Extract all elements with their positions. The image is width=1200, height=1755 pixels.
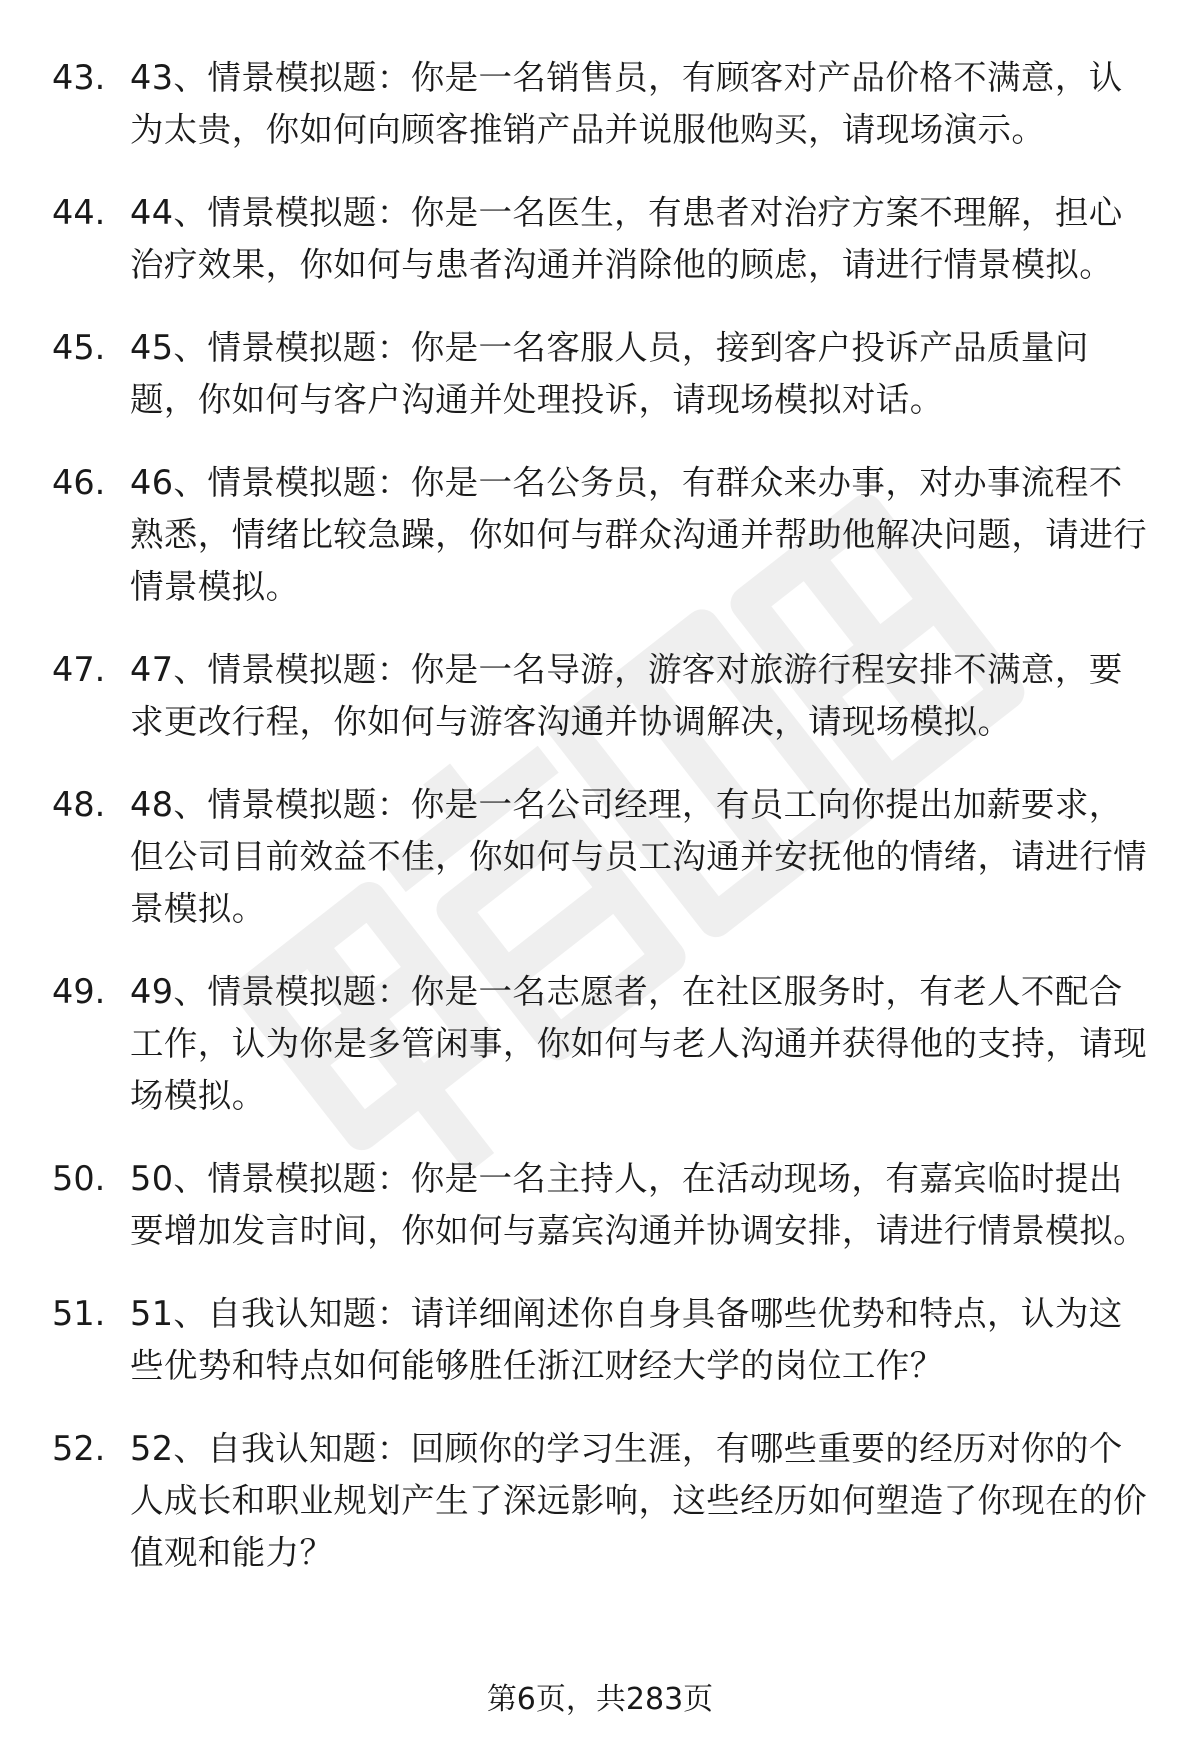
question-text: 46、情景模拟题：你是一名公务员，有群众来办事，对办事流程不熟悉，情绪比较急躁，你如何与群众沟通并帮助他解决问题，请进行情景模拟。 — [130, 463, 1147, 606]
question-item — [52, 779, 1152, 935]
page-footer: 第6页，共283页 — [486, 1682, 714, 1717]
question-number: 51. — [52, 1294, 106, 1333]
question-number: 48. — [52, 785, 106, 824]
question-item — [52, 52, 1152, 156]
question-number: 47. — [52, 650, 106, 689]
question-text: 52、自我认知题：回顾你的学习生涯，有哪些重要的经历对你的个人成长和职业规划产生了深远影响，这些经历如何塑造了你现在的价值观和能力？ — [130, 1429, 1147, 1572]
question-text: 51、自我认知题：请详细阐述你自身具备哪些优势和特点，认为这些优势和特点如何能够胜任浙江财经大学的岗位工作？ — [130, 1294, 1123, 1385]
question-number: 46. — [52, 463, 106, 502]
question-text: 47、情景模拟题：你是一名导游，游客对旅游行程安排不满意，要求更改行程，你如何与游客沟通并协调解决，请现场模拟。 — [130, 650, 1123, 741]
question-text: 44、情景模拟题：你是一名医生，有患者对治疗方案不理解，担心治疗效果，你如何与患者沟通并消除他的顾虑，请进行情景模拟。 — [130, 193, 1123, 284]
question-number: 50. — [52, 1159, 106, 1198]
question-item — [52, 1153, 1152, 1257]
question-number: 52. — [52, 1429, 106, 1468]
question-item — [52, 187, 1152, 291]
question-text: 48、情景模拟题：你是一名公司经理，有员工向你提出加薪要求，但公司目前效益不佳，你如何与员工沟通并安抚他的情绪，请进行情景模拟。 — [130, 785, 1147, 928]
question-text: 43、情景模拟题：你是一名销售员，有顾客对产品价格不满意，认为太贵，你如何向顾客推销产品并说服他购买，请现场演示。 — [130, 58, 1123, 149]
question-item — [52, 457, 1152, 613]
question-item — [52, 1288, 1152, 1392]
question-item — [52, 644, 1152, 748]
question-text: 49、情景模拟题：你是一名志愿者，在社区服务时，有老人不配合工作，认为你是多管闲事，你如何与老人沟通并获得他的支持，请现场模拟。 — [130, 972, 1147, 1115]
question-number: 45. — [52, 328, 106, 367]
question-text: 50、情景模拟题：你是一名主持人，在活动现场，有嘉宾临时提出要增加发言时间，你如何与嘉宾沟通并协调安排，请进行情景模拟。 — [130, 1159, 1147, 1250]
question-item — [52, 322, 1152, 426]
question-number: 49. — [52, 972, 106, 1011]
question-item — [52, 966, 1152, 1122]
question-number: 44. — [52, 193, 106, 232]
question-number: 43. — [52, 58, 106, 97]
question-item — [52, 1423, 1152, 1579]
question-text: 45、情景模拟题：你是一名客服人员，接到客户投诉产品质量问题，你如何与客户沟通并处理投诉，请现场模拟对话。 — [130, 328, 1089, 419]
